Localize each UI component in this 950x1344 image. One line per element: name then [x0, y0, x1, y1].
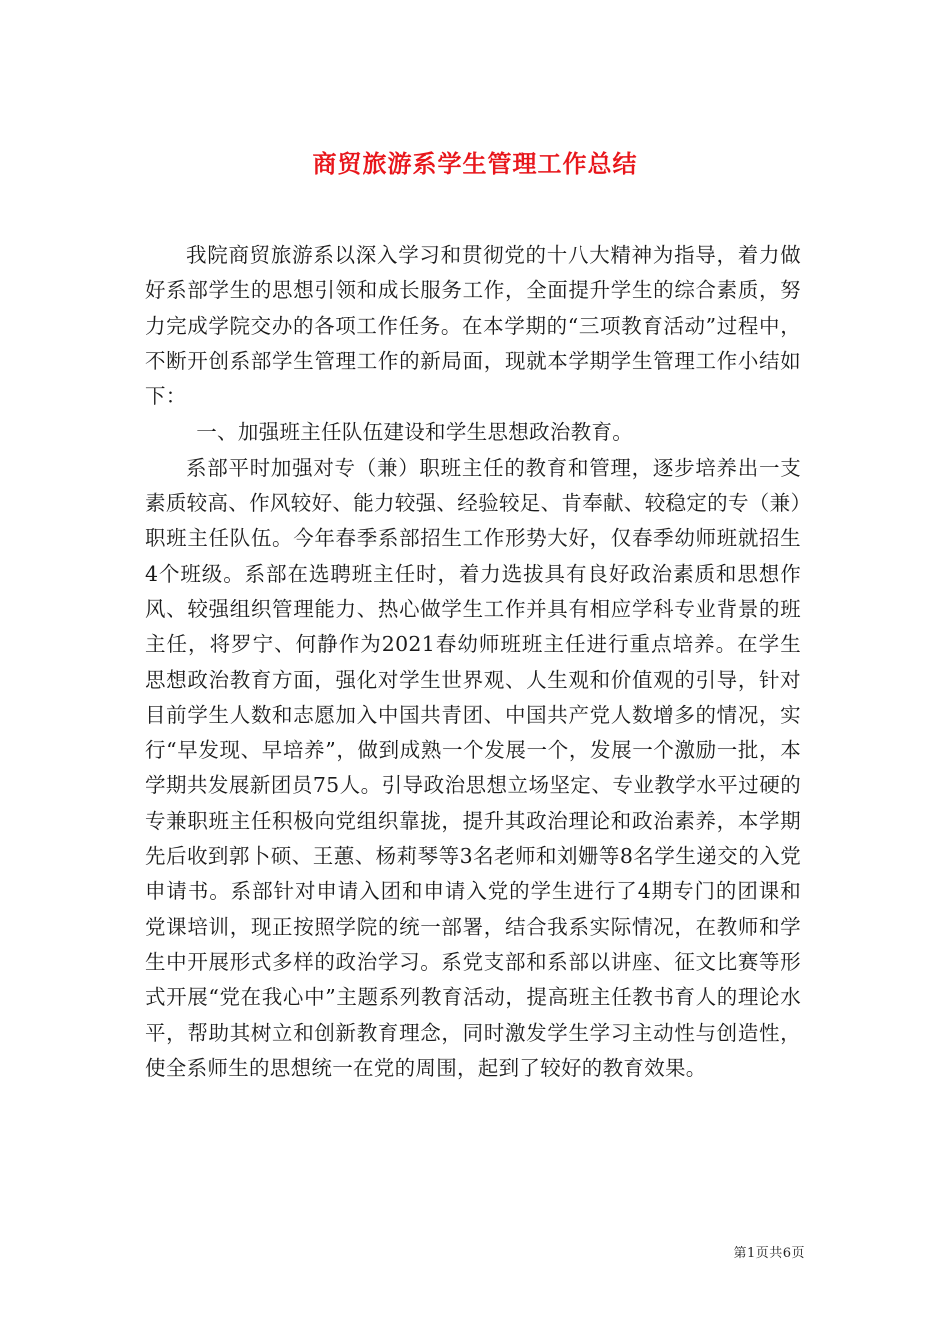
page-number: 第1页共6页: [733, 1246, 805, 1261]
intro-paragraph: 我院商贸旅游系以深入学习和贯彻党的十八大精神为指导，着力做好系部学生的思想引领和成长服务工作，全面提升学生的综合素质，努力完成学院交办的各项工作任务。在本学期的“三项教育活动”过程中，不断开创系部学生管理工作的新局面，现就本学期学生管理工作小结如下：: [145, 243, 801, 409]
section-heading: 一、加强班主任队伍建设和学生思想政治教育。: [196, 420, 634, 445]
section-paragraph: 系部平时加强对专（兼）职班主任的教育和管理，逐步培养出一支素质较高、作风较好、能力较强、经验较足、肯奉献、较稳定的专（兼）职班主任队伍。今年春季系部招生工作形势大好，仅春季幼师班就招生4个班级。系部在选聘班主任时，着力选拔具有良好政治素质和思想作风、较强组织管理能力、热心做学生工作并具有相应学科专业背景的班主任，将罗宁、何静作为2021春幼师班班主任进行重点培养。在学生思想政治教育方面，强化对学生世界观、人生观和价值观的引导，针对目前学生人数和志愿加入中国共青团、中国共产党人数增多的情况，实行“早发现、早培养”，做到成熟一个发展一个，发展一个激励一批，本学期共发展新团员75人。引导政治思想立场坚定、专业教学水平过硬的专兼职班主任积极向党组织靠拢，提升其政治理论和政治素养，本学期先后收到郭卜硕、王蕙、杨莉琴等3名老师和刘姗等8名学生递交的入党申请书。系部针对申请入团和申请入党的学生进行了4期专门的团课和党课培训，现正按照学院的统一部署，结合我系实际情况，在教师和学生中开展形式多样的政治学习。系党支部和系部以讲座、征文比赛等形式开展“党在我心中”主题系列教育活动，提高班主任教书育人的理论水平，帮助其树立和创新教育理念，同时激发学生学习主动性与创造性，使全系师生的思想统一在党的周围，起到了较好的教育效果。: [145, 455, 801, 1080]
document-title: 商贸旅游系学生管理工作总结: [312, 149, 638, 179]
document-body: [145, 238, 801, 1086]
